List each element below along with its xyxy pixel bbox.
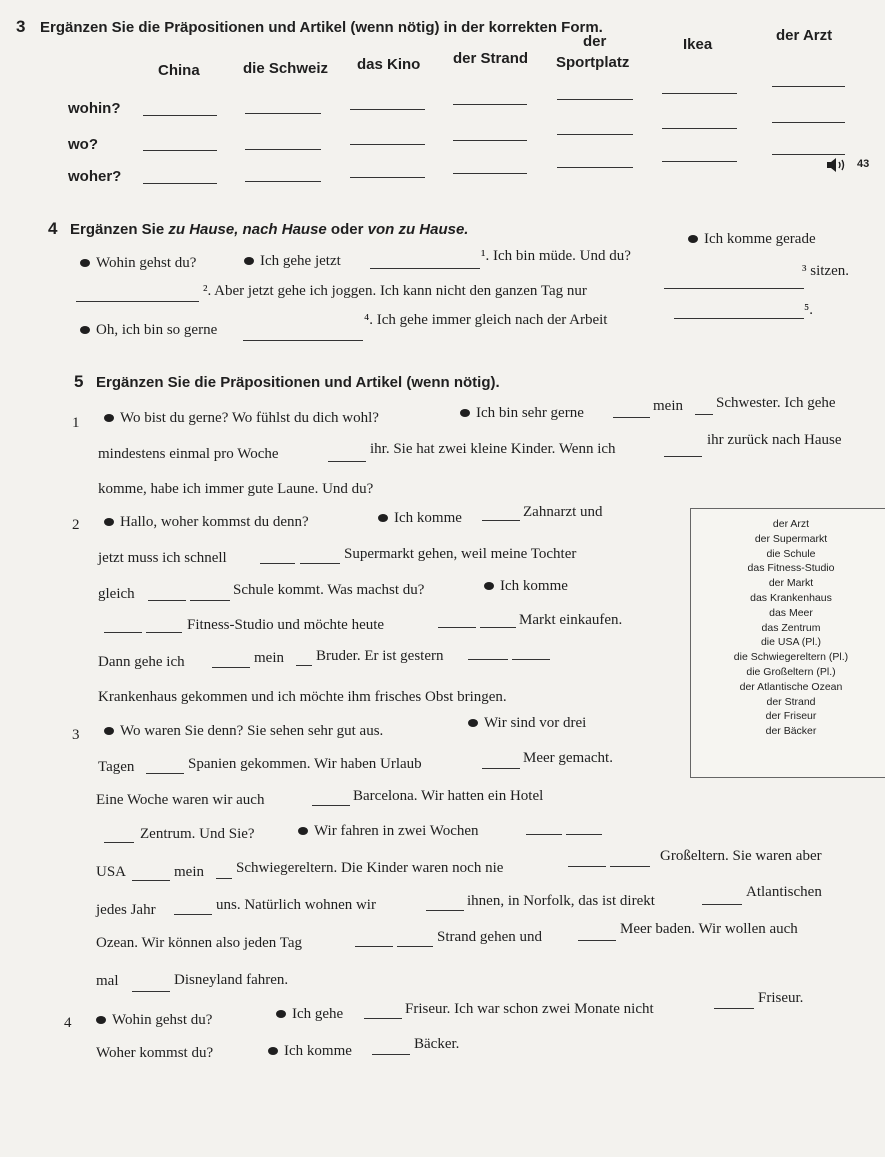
d2-b1: jetzt muss ich schnell [98,550,227,566]
dialog-4-number: 4 [64,1015,72,1031]
blank[interactable] [146,773,184,774]
blank[interactable] [143,115,217,116]
d2-e2: Markt einkaufen. [519,612,623,628]
blank[interactable] [212,667,250,668]
d3-f1: USA [96,864,127,880]
blank[interactable] [300,563,340,564]
blank-4[interactable] [243,340,363,341]
blank-5[interactable] [674,318,804,319]
ex4-line2-a: ². Aber jetzt gehe ich joggen. Ich kann nicht den ganzen Tag nur [203,283,587,299]
blank[interactable] [132,880,170,881]
blank[interactable] [512,659,550,660]
word-box-item: die Schule [766,547,816,560]
d1-a4: Schwester. Ich gehe [716,395,836,411]
d3-g3: ihnen, in Norfolk, das ist direkt [467,893,655,909]
exercise-3-number: 3 [16,17,26,36]
blank[interactable] [296,665,312,666]
word-box-item: die USA (Pl.) [760,636,822,649]
blank[interactable] [662,161,737,162]
d3-g2: uns. Natürlich wohnen wir [216,897,376,913]
word-box-item: der Markt [768,577,814,590]
d2-c2: Schule kommt. Was machst du? [233,582,425,598]
blank[interactable] [174,914,212,915]
d3-f2: mein [174,864,204,880]
blank[interactable] [453,104,527,105]
column-arzt: der Arzt [776,27,833,44]
blank[interactable] [397,946,433,947]
blank[interactable] [143,183,217,184]
blank[interactable] [245,149,321,150]
d3-f3: Schwiegereltern. Die Kinder waren noch nie [236,860,504,876]
d2-e1: Fitness-Studio und möchte heute [187,617,385,633]
d4-b1: Woher kommst du? [96,1045,214,1061]
d3-g1: jedes Jahr [96,902,156,918]
d2-f3: Bruder. Er ist gestern [316,648,444,664]
blank[interactable] [557,134,633,135]
d3-g4: Atlantischen [746,884,822,900]
d3-f4: Großeltern. Sie waren aber [660,848,822,864]
blank[interactable] [355,946,393,947]
d2-a2: Ich komme [378,510,462,527]
blank[interactable] [146,632,182,633]
blank[interactable] [245,113,321,114]
blank-3[interactable] [664,288,804,289]
word-box-item: das Zentrum [761,621,821,634]
dialog-1-number: 1 [72,415,80,431]
d1-b2: ihr. Sie hat zwei kleine Kinder. Wenn ich [370,441,616,457]
d4-a3: Friseur. Ich war schon zwei Monate nicht [405,1001,654,1017]
d3-e1: Zentrum. Und Sie? [140,826,255,842]
word-box-item: das Fitness-Studio [747,562,835,575]
exercise-5-number: 5 [74,372,84,391]
blank[interactable] [526,834,562,835]
d2-g1: Krankenhaus gekommen und ich möchte ihm frisches Obst bringen. [98,689,507,705]
exercise-4-instruction: Ergänzen Sie zu Hause, nach Hause oder von zu Hause. [70,221,469,238]
d2-a3: Zahnarzt und [523,504,603,520]
word-box-item: der Supermarkt [754,532,828,545]
d3-c2: Barcelona. Wir hatten ein Hotel [353,788,544,804]
blank[interactable] [557,167,633,168]
blank[interactable] [772,154,845,155]
d3-a2: Wir sind vor drei [468,715,586,732]
blank[interactable] [714,1008,754,1009]
ex4-line2-b: ³ sitzen. [802,263,849,279]
word-box-item: die Schwiegereltern (Pl.) [733,651,849,664]
ex4-line3-a: Oh, ich bin so gerne [80,322,217,339]
blank[interactable] [772,86,845,87]
exercise-3-instruction: Ergänzen Sie die Präpositionen und Artikel (wenn nötig) in der korrekten Form. [40,19,603,36]
blank[interactable] [245,181,321,182]
blank[interactable] [695,414,713,415]
blank[interactable] [143,150,217,151]
word-box-item: die Großeltern (Pl.) [746,665,836,678]
column-der: der [583,33,607,50]
blank[interactable] [664,456,702,457]
word-box-item: der Atlantische Ozean [739,680,843,693]
d1-a1: Wo bist du gerne? Wo fühlst du dich wohl? [104,410,379,427]
blank[interactable] [482,768,520,769]
blank[interactable] [216,878,232,879]
d4-a2: Ich gehe [276,1006,343,1023]
blank[interactable] [662,93,737,94]
ex4-line1-b: Ich gehe jetzt [244,253,341,270]
d3-b3: Meer gemacht. [523,750,613,766]
blank[interactable] [438,627,476,628]
ex4-line1-d: Ich komme gerade [688,231,816,248]
d4-a4: Friseur. [758,990,804,1006]
d2-f1: Dann gehe ich [98,654,185,670]
d1-a2: Ich bin sehr gerne [460,405,584,422]
d1-a3: mein [653,398,683,414]
row-wohin: wohin? [68,100,121,117]
d4-b2: Ich komme [268,1043,352,1060]
d4-a1: Wohin gehst du? [96,1012,212,1029]
blank[interactable] [662,128,737,129]
blank[interactable] [372,1054,410,1055]
column-sportplatz: Sportplatz [556,54,630,71]
exercise-4-number: 4 [48,219,58,238]
d1-c1: komme, habe ich immer gute Laune. Und du? [98,481,374,497]
blank[interactable] [610,866,650,867]
blank[interactable] [104,842,134,843]
word-box-item: das Meer [769,606,813,619]
d3-b2: Spanien gekommen. Wir haben Urlaub [188,756,422,772]
blank[interactable] [702,904,742,905]
column-kino: das Kino [357,56,421,73]
blank[interactable] [453,173,527,174]
blank-1[interactable] [370,268,480,269]
blank[interactable] [568,866,606,867]
row-wo: wo? [68,136,98,153]
blank[interactable] [480,627,516,628]
word-box [690,508,885,778]
d2-f2: mein [254,650,284,666]
blank[interactable] [104,632,142,633]
blank[interactable] [557,99,633,100]
d1-b1: mindestens einmal pro Woche [98,446,279,462]
word-box-item: der Bäcker [765,725,817,738]
word-box-item: das Krankenhaus [750,591,832,604]
d2-a1: Hallo, woher kommst du denn? [104,514,309,531]
blank[interactable] [350,144,425,145]
blank[interactable] [312,805,350,806]
blank[interactable] [453,140,527,141]
d2-c3: Ich komme [484,578,568,595]
blank[interactable] [426,910,464,911]
d3-h1: Ozean. Wir können also jeden Tag [96,935,303,951]
word-box-item: der Arzt [772,518,810,530]
blank-2[interactable] [76,301,199,302]
d3-e2: Wir fahren in zwei Wochen [298,823,479,840]
blank[interactable] [350,177,425,178]
blank[interactable] [328,461,366,462]
word-box-item: der Friseur [765,710,817,723]
d3-a1: Wo waren Sie denn? Sie sehen sehr gut aus. [104,723,383,740]
column-schweiz: die Schweiz [243,60,329,77]
d4-b3: Bäcker. [414,1036,460,1052]
column-ikea: Ikea [683,36,713,53]
d3-h3: Meer baden. Wir wollen auch [620,921,798,937]
d2-b2: Supermarkt gehen, weil meine Tochter [344,546,577,562]
blank[interactable] [190,600,230,601]
blank[interactable] [364,1018,402,1019]
blank[interactable] [566,834,602,835]
ex4-line1-a: Wohin gehst du? [80,255,196,272]
blank[interactable] [482,520,520,521]
dialog-3-number: 3 [72,727,80,743]
column-strand: der Strand [453,50,529,67]
blank[interactable] [772,122,845,123]
blank[interactable] [350,109,425,110]
blank[interactable] [613,417,650,418]
blank[interactable] [468,659,508,660]
d3-i2: Disneyland fahren. [174,972,289,988]
d1-b3: ihr zurück nach Hause [707,432,842,448]
column-china: China [158,62,200,79]
d3-h2: Strand gehen und [437,929,542,945]
word-box-item: der Strand [766,695,816,708]
audio-track-number: 43 [857,158,870,170]
blank[interactable] [578,940,616,941]
dialog-2-number: 2 [72,517,80,533]
blank[interactable] [260,563,295,564]
exercise-5-instruction: Ergänzen Sie die Präpositionen und Artikel (wenn nötig). [96,374,500,391]
ex4-line3-b: ⁴. Ich gehe immer gleich nach der Arbeit [364,312,608,328]
d2-c1: gleich [98,586,135,602]
blank[interactable] [148,600,186,601]
audio-icon[interactable] [826,157,852,173]
d3-c1: Eine Woche waren wir auch [96,792,265,808]
ex4-line3-c: ⁵. [804,302,813,318]
ex4-line1-c: ¹. Ich bin müde. Und du? [481,248,631,264]
d3-b1: Tagen [98,759,135,775]
blank[interactable] [132,991,170,992]
d3-i1: mal [96,973,119,989]
row-woher: woher? [68,168,122,185]
